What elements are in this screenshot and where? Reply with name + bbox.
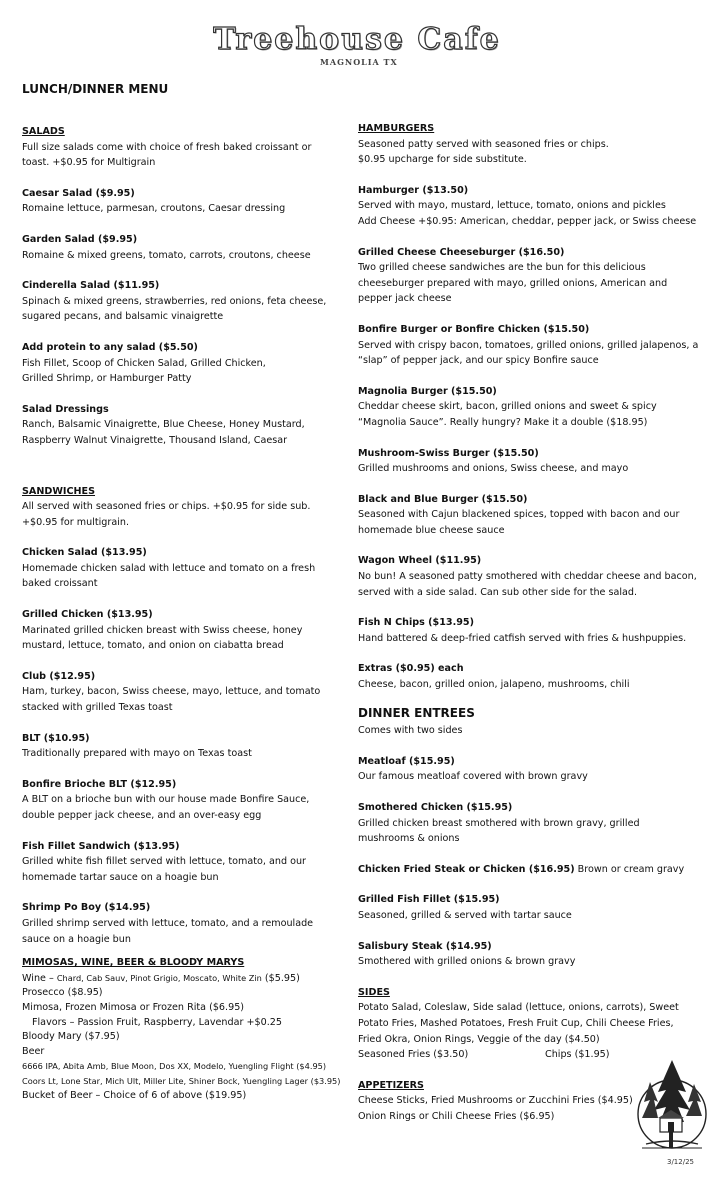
item-name: Wagon Wheel ($11.95) [358, 555, 482, 567]
menu-item [22, 669, 342, 716]
item-name: Bonfire Burger or Bonfire Chicken ($15.50) [358, 323, 590, 335]
item-desc: Cheddar cheese skirt, bacon, grilled onions and sweet & spicy [358, 401, 657, 413]
item-desc: “Magnolia Sauce”. Really hungry? Make it a double ($18.95) [358, 416, 648, 428]
item-name: Salisbury Steak ($14.95) [358, 940, 492, 952]
text-line: Seasoned patty served with seasoned fries or chips. [358, 138, 609, 150]
menu-item [22, 777, 342, 824]
menu-item [358, 661, 703, 692]
item-name: Add protein to any salad ($5.50) [22, 341, 198, 353]
menu-item [358, 322, 703, 369]
menu-item [22, 900, 342, 947]
item-desc: Marinated grilled chicken breast with Swiss cheese, honey [22, 624, 303, 636]
text-line: toast. +$0.95 for Multigrain [22, 157, 156, 169]
item-desc: homemade blue cheese sauce [358, 524, 505, 536]
text-line: Full size salads come with choice of fresh baked croissant or [22, 141, 312, 153]
item-desc: Raspberry Walnut Vinaigrette, Thousand Island, Caesar [22, 434, 288, 446]
item-name: Grilled Chicken ($13.95) [22, 609, 153, 621]
restaurant-logo-title: Treehouse Cafe [213, 22, 501, 57]
item-name: Black and Blue Burger ($15.50) [358, 493, 528, 505]
drink-line: Mimosa, Frozen Mimosa or Frozen Rita ($6.95) [22, 1001, 245, 1013]
item-desc: Spinach & mixed greens, strawberries, red onions, feta cheese, [22, 295, 327, 307]
section-intro [358, 723, 703, 739]
section-title: HAMBURGERS [358, 123, 435, 134]
item-name: Garden Salad ($9.95) [22, 233, 138, 245]
menu-item [22, 607, 342, 654]
item-desc: Fish Fillet, Scoop of Chicken Salad, Grilled Chicken, [22, 357, 266, 369]
item-name: Meatloaf ($15.95) [358, 755, 455, 767]
section-entrees [358, 706, 703, 739]
section-title: MIMOSAS, WINE, BEER & BLOODY MARYS [22, 957, 245, 969]
item-desc: sauce on a hoagie bun [22, 933, 131, 945]
menu-date: 3/12/25 [667, 1158, 694, 1166]
drink-line: Beer [22, 1045, 45, 1057]
sandwiches-list [22, 545, 342, 947]
text-line: +$0.95 for multigrain. [22, 516, 130, 528]
item-desc: Grilled white fish fillet served with lettuce, tomato, and our [22, 856, 306, 868]
drink-line: Bloody Mary ($7.95) [22, 1031, 120, 1043]
drink-line: Prosecco ($8.95) [22, 987, 103, 999]
menu-item [358, 754, 703, 785]
menu-item [358, 939, 703, 970]
menu-item [22, 278, 342, 325]
drink-line: Bucket of Beer – Choice of 6 of above ($19.95) [22, 1089, 247, 1101]
left-column [22, 124, 342, 1103]
item-name: Cinderella Salad ($11.95) [22, 280, 160, 292]
text-line: Cheese Sticks, Fried Mushrooms or Zucchini Fries ($4.95) [358, 1095, 633, 1107]
section-intro [358, 137, 703, 168]
wine-label: Wine – [22, 972, 57, 984]
item-desc: Our famous meatloaf covered with brown gravy [358, 771, 588, 783]
item-desc: Seasoned with Cajun blackened spices, topped with bacon and our [358, 509, 680, 521]
item-desc: Two grilled cheese sandwiches are the bun for this delicious [358, 262, 646, 274]
item-desc: Grilled shrimp served with lettuce, tomato, and a remoulade [22, 917, 314, 929]
menu-item [22, 186, 342, 217]
item-desc: Add Cheese +$0.95: American, cheddar, pepper jack, or Swiss cheese [358, 215, 697, 227]
item-desc: Traditionally prepared with mayo on Texas toast [22, 748, 252, 760]
menu-item [358, 892, 703, 923]
item-desc: Ranch, Balsamic Vinaigrette, Blue Cheese, Honey Mustard, [22, 419, 305, 431]
menu-item [22, 731, 342, 762]
item-desc: mustard, lettuce, tomato, and onion on ciabatta bread [22, 640, 284, 652]
section-title: DINNER ENTREES [358, 705, 475, 720]
item-name: Fish N Chips ($13.95) [358, 617, 474, 629]
text-line: Potato Salad, Coleslaw, Side salad (lettuce, onions, carrots), Sweet [358, 1002, 679, 1014]
item-name: Caesar Salad ($9.95) [22, 187, 135, 199]
text-line: Potato Fries, Mashed Potatoes, Fresh Fruit Cup, Chili Cheese Fries, [358, 1017, 674, 1029]
item-desc: cheeseburger prepared with mayo, grilled onions, American and [358, 277, 668, 289]
item-name: Salad Dressings [22, 403, 109, 415]
item-desc: baked croissant [22, 578, 98, 590]
item-desc: served with a side salad. Can sub other side for the salad. [358, 586, 638, 598]
menu-item [22, 232, 342, 263]
item-desc: Grilled Shrimp, or Hamburger Patty [22, 373, 192, 385]
item-desc: Romaine lettuce, parmesan, croutons, Caesar dressing [22, 203, 286, 215]
item-desc: Brown or cream gravy [574, 863, 685, 875]
item-desc: Smothered with grilled onions & brown gravy [358, 956, 576, 968]
beer-line: Coors Lt, Lone Star, Mich Ult, Miller Lite, Shiner Bock, Yuengling Lager ($3.95) [22, 1075, 341, 1086]
item-name: Hamburger ($13.50) [358, 184, 469, 196]
item-desc: “slap” of pepper jack, and our spicy Bonfire sauce [358, 355, 599, 367]
item-name: Bonfire Brioche BLT ($12.95) [22, 778, 177, 790]
menu-item [358, 553, 703, 600]
entrees-list [358, 754, 703, 847]
item-name: Club ($12.95) [22, 670, 96, 682]
salads-list [22, 186, 342, 449]
item-name: Mushroom-Swiss Burger ($15.50) [358, 447, 539, 459]
drink-line: Flavors – Passion Fruit, Raspberry, Lavendar +$0.25 [32, 1016, 282, 1028]
menu-item [358, 800, 703, 847]
menu-item [358, 446, 703, 477]
item-desc: sugared pecans, and balsamic vinaigrette [22, 311, 224, 323]
item-desc: Seasoned, grilled & served with tartar sauce [358, 909, 572, 921]
item-desc: Served with crispy bacon, tomatoes, grilled onions, grilled jalapenos, a [358, 339, 699, 351]
menu-item [358, 245, 703, 307]
hamburgers-list [358, 183, 703, 693]
text-line: Onion Rings or Chili Cheese Fries ($6.95) [358, 1110, 555, 1122]
menu-item [22, 545, 342, 592]
item-desc: homemade tartar sauce on a hoagie bun [22, 871, 219, 883]
menu-item [358, 862, 703, 878]
text-line: $0.95 upcharge for side substitute. [358, 154, 527, 166]
item-desc: pepper jack cheese [358, 293, 452, 305]
text-line: Comes with two sides [358, 725, 463, 737]
item-name: Extras ($0.95) each [358, 663, 464, 675]
location-subtitle: MAGNOLIA TX [320, 57, 398, 67]
beer-line: 6666 IPA, Abita Amb, Blue Moon, Dos XX, Modelo, Yuengling Flight ($4.95) [22, 1061, 327, 1072]
section-title: SALADS [22, 126, 65, 137]
section-salads [22, 124, 342, 171]
chips: Chips ($1.95) [545, 1049, 610, 1061]
treehouse-logo-icon [636, 1052, 708, 1162]
item-desc: Hand battered & deep-fried catfish served with fries & hushpuppies. [358, 632, 687, 644]
entrees-list-2 [358, 892, 703, 969]
text-line: Fried Okra, Onion Rings, Veggie of the day ($4.50) [358, 1033, 600, 1045]
item-name: Chicken Fried Steak or Chicken ($16.95) [358, 863, 575, 875]
item-desc: Served with mayo, mustard, lettuce, tomato, onions and pickles [358, 200, 666, 212]
menu-item [22, 402, 342, 449]
menu-item [358, 384, 703, 431]
wine-detail: Chard, Cab Sauv, Pinot Grigio, Moscato, White Zin [56, 972, 262, 983]
section-title: SANDWICHES [22, 485, 96, 497]
item-desc: Ham, turkey, bacon, Swiss cheese, mayo, lettuce, and tomato [22, 686, 321, 698]
item-desc: A BLT on a brioche bun with our house made Bonfire Sauce, [22, 794, 310, 806]
section-sandwiches [22, 484, 342, 531]
section-intro [22, 499, 342, 530]
item-name: Chicken Salad ($13.95) [22, 547, 147, 559]
item-name: Shrimp Po Boy ($14.95) [22, 902, 151, 914]
item-desc: stacked with grilled Texas toast [22, 702, 173, 714]
section-drinks [22, 956, 342, 1103]
item-desc: mushrooms & onions [358, 833, 460, 845]
item-name: Smothered Chicken ($15.95) [358, 802, 513, 813]
item-name: Magnolia Burger ($15.50) [358, 385, 497, 397]
item-name: Grilled Cheese Cheeseburger ($16.50) [358, 246, 565, 258]
item-desc: Grilled mushrooms and onions, Swiss cheese, and mayo [358, 463, 629, 475]
item-desc: Homemade chicken salad with lettuce and tomato on a fresh [22, 562, 316, 574]
item-desc: No bun! A seasoned patty smothered with cheddar cheese and bacon, [358, 571, 697, 583]
section-hamburgers [358, 121, 703, 168]
item-desc: Cheese, bacon, grilled onion, jalapeno, mushrooms, chili [358, 679, 630, 691]
item-name: Grilled Fish Fillet ($15.95) [358, 894, 500, 906]
item-desc: double pepper jack cheese, and an over-easy egg [22, 810, 262, 821]
section-intro [22, 140, 342, 171]
menu-item [358, 492, 703, 539]
item-desc: Grilled chicken breast smothered with brown gravy, grilled [358, 817, 640, 829]
sides-lines [358, 1000, 703, 1047]
section-title: SIDES [358, 986, 390, 998]
menu-item [22, 839, 342, 886]
menu-item [358, 615, 703, 646]
seasoned-fries: Seasoned Fries ($3.50) [358, 1049, 469, 1061]
text-line: All served with seasoned fries or chips. +$0.95 for side sub. [22, 501, 311, 513]
item-name: BLT ($10.95) [22, 732, 90, 744]
item-name: Fish Fillet Sandwich ($13.95) [22, 840, 180, 852]
menu-item [358, 183, 703, 230]
drink-line [22, 971, 342, 987]
item-desc: Romaine & mixed greens, tomato, carrots, croutons, cheese [22, 249, 311, 261]
right-column [358, 121, 703, 1140]
page-title: LUNCH/DINNER MENU [22, 82, 169, 96]
menu-item [22, 340, 342, 387]
wine-price: ($5.95) [261, 972, 300, 984]
section-title: APPETIZERS [358, 1079, 424, 1091]
